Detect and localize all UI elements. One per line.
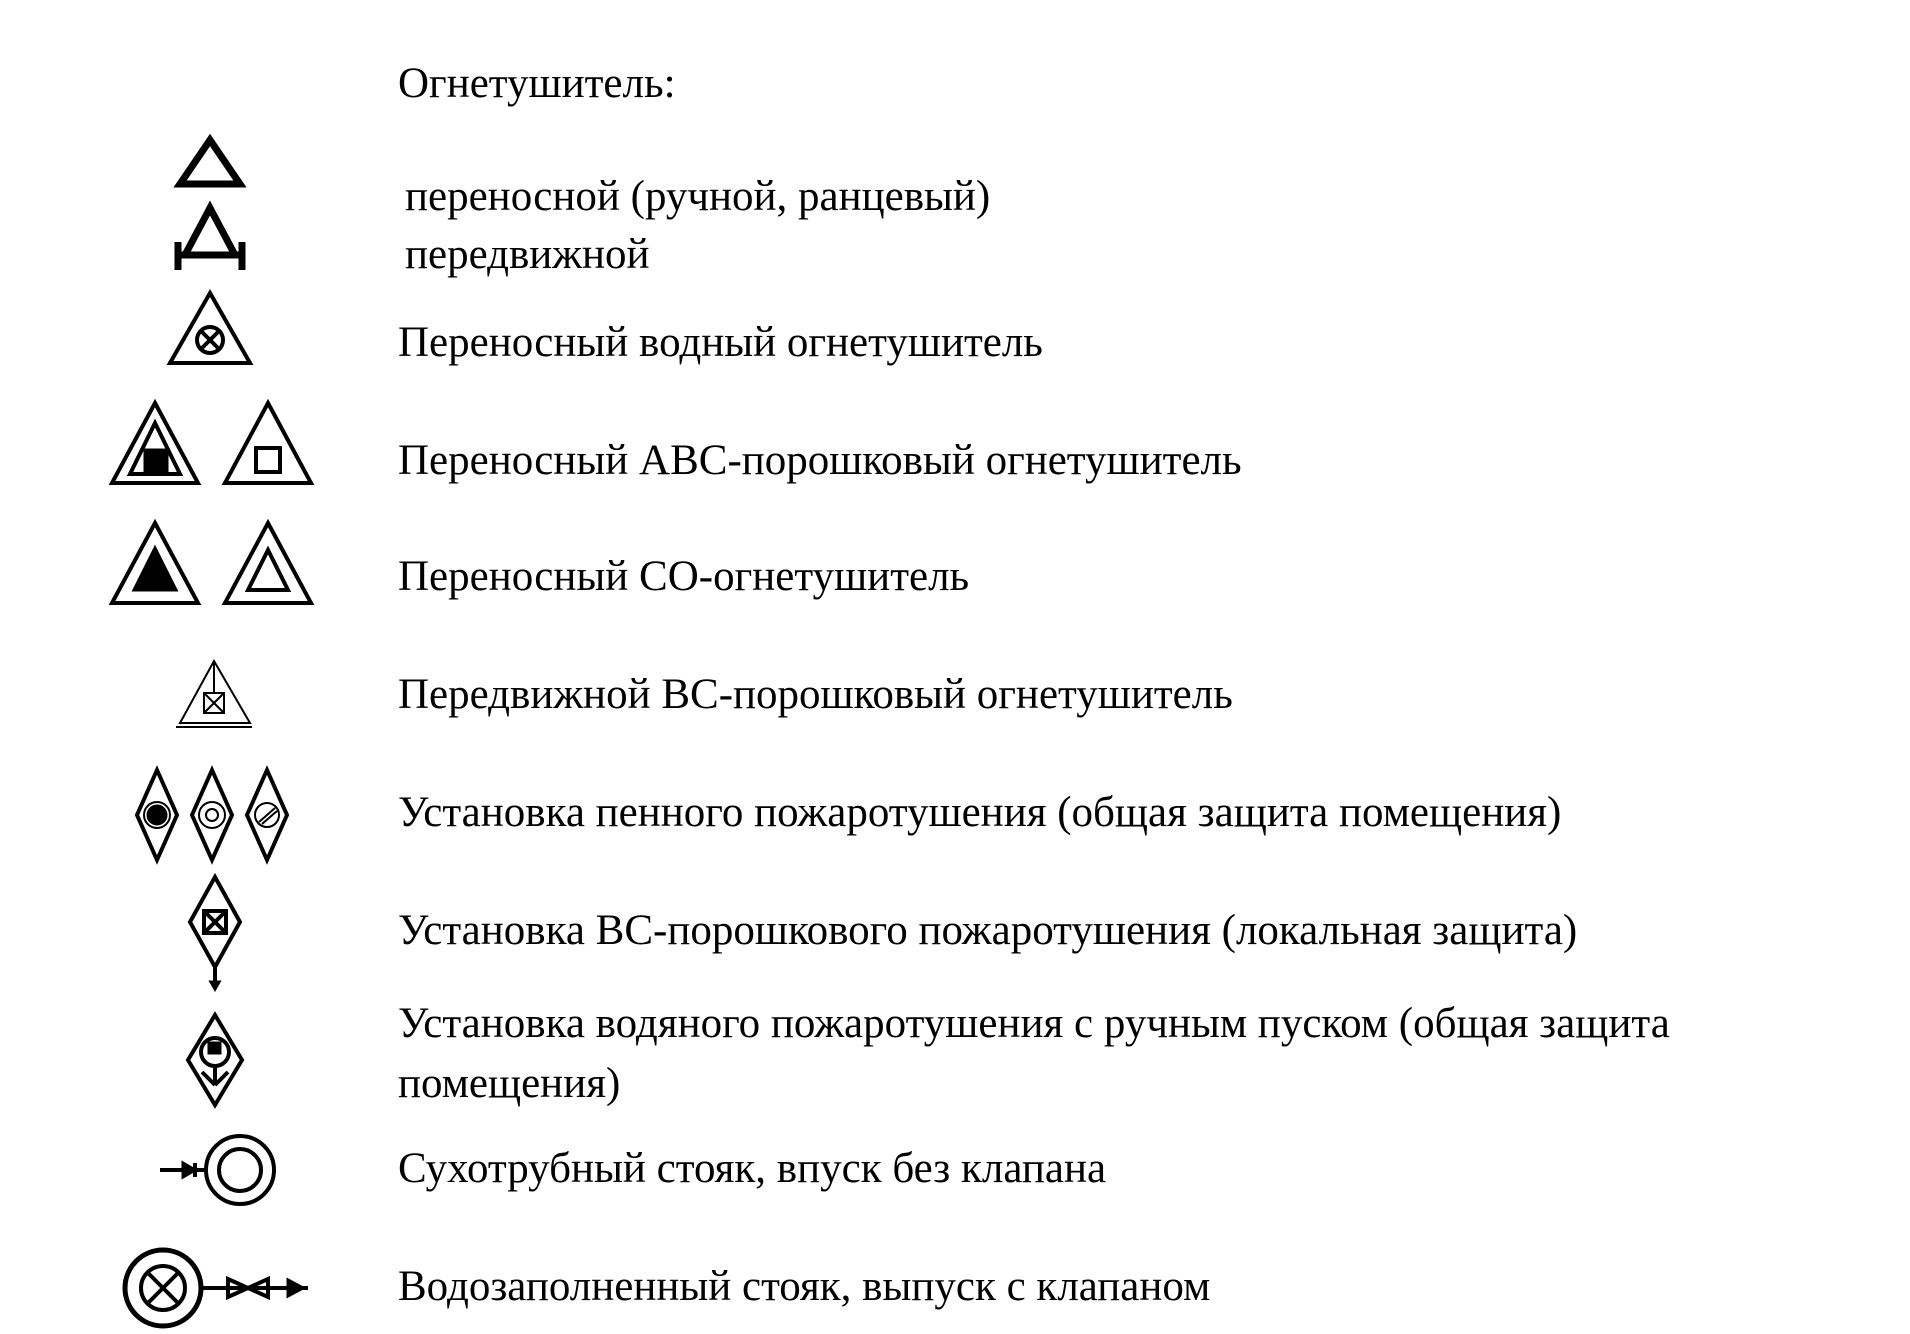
water-system-manual-icon bbox=[180, 1010, 250, 1110]
legend-title: Огнетушитель: bbox=[398, 60, 676, 107]
item-label-mobile: передвижной bbox=[405, 231, 650, 278]
mobile-wheeled-extinguisher-icon bbox=[170, 200, 250, 275]
item-label-water-line1: Установка водяного пожаротушения с ручным пуском (общая защита bbox=[398, 1000, 1670, 1047]
item-label-co: Переносный СО-огнетушитель bbox=[398, 553, 970, 600]
item-label-dry-riser: Сухотрубный стояк, впуск без клапана bbox=[398, 1145, 1107, 1192]
item-label-bc-mobile: Передвижной ВС-порошковый огнетушитель bbox=[398, 671, 1233, 718]
foam-system-icon bbox=[130, 765, 300, 865]
portable-abc-powder-extinguisher-icon bbox=[108, 398, 318, 488]
item-label-abc: Переносный АВС-порошковый огнетушитель bbox=[398, 437, 1242, 484]
portable-co-extinguisher-icon bbox=[108, 518, 318, 608]
item-label-bc-system: Установка ВС-порошкового пожаротушения (локальная защита) bbox=[398, 907, 1578, 954]
portable-water-extinguisher-icon bbox=[165, 288, 255, 368]
item-label-water-line2: помещения) bbox=[398, 1060, 621, 1107]
dry-riser-icon bbox=[155, 1130, 285, 1210]
item-label-portable: переносной (ручной, ранцевый) bbox=[405, 173, 991, 220]
item-label-wet-riser: Водозаполненный стояк, выпуск с клапаном bbox=[398, 1263, 1211, 1310]
portable-handheld-extinguisher-icon bbox=[170, 132, 250, 192]
wet-riser-icon bbox=[118, 1243, 318, 1333]
item-label-foam: Установка пенного пожаротушения (общая защита помещения) bbox=[398, 789, 1562, 836]
mobile-bc-powder-extinguisher-icon bbox=[172, 655, 257, 735]
bc-powder-system-icon bbox=[180, 872, 250, 992]
item-label-water: Переносный водный огнетушитель bbox=[398, 319, 1043, 366]
